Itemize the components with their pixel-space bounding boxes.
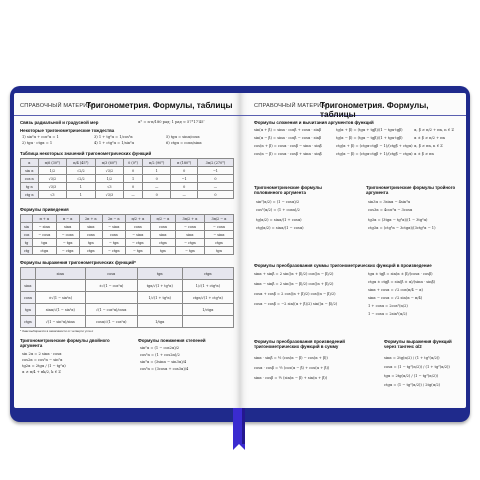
expr-table-cell: sinα <box>35 268 85 280</box>
expr-table-row <box>21 316 234 328</box>
half-title: Тригонометрические формулы половинного аргумента <box>254 185 322 195</box>
reduction-table-cell: − ctgα <box>175 239 204 247</box>
expr-table-cell: sinα <box>21 280 36 292</box>
header-reference-label: СПРАВОЧНЫЙ МАТЕРИАЛ <box>254 103 330 109</box>
values-table-row <box>21 159 234 167</box>
values-table-cell: √3 <box>38 191 67 199</box>
sum-line-2: sinα − sinβ = 2 sin((α − β)/2) cos((α + β)/2) <box>254 282 334 286</box>
add-cond-4: α ± β ≠ πn <box>414 152 434 156</box>
triple-line-1: sin3α = 3sinα − 4sin³α <box>368 200 411 204</box>
values-table-cell: 0 <box>171 167 198 175</box>
tan-half-line-1: sinα = 2tg(α/2) / (1 + tg²(α/2)) <box>384 356 440 360</box>
right-page <box>240 93 466 408</box>
values-table-cell: π (180°) <box>171 159 198 167</box>
expr-table <box>20 267 234 328</box>
values-table-cell: 0 <box>197 191 233 199</box>
prod-line-2: cosα · cosβ = ½ (cos(α − β) + cos(α + β)) <box>254 366 330 370</box>
double-title: Тригонометрические формулы двойного аргумента <box>20 338 110 348</box>
expr-table-cell <box>137 304 182 316</box>
expr-title: Формулы выражения тригонометрических функций* <box>20 260 136 265</box>
expr-table-cell: cosα <box>85 268 137 280</box>
reduction-table-cell: cosα <box>125 223 150 231</box>
half-line-2: cos²(α/2) = (1 + cosα)/2 <box>256 208 300 212</box>
footnote: * Знак выбирается в зависимости от четверти угла α <box>20 329 94 333</box>
header-reference-label: СПРАВОЧНЫЙ МАТЕРИАЛ <box>20 103 96 109</box>
values-table-cell: −1 <box>197 167 233 175</box>
values-table-cell: 1 <box>67 191 96 199</box>
reduction-table-cell: π + α <box>33 215 56 223</box>
reduction-table-cell: − ctgα <box>102 247 125 255</box>
values-table-cell: — <box>171 191 198 199</box>
sum-line-3: cosα + cosβ = 2 cos((α + β)/2) cos((α − β)/2) <box>254 292 336 296</box>
values-table-cell: sin α <box>21 167 39 175</box>
values-table-cell: π/6 (30°) <box>38 159 67 167</box>
reduction-table-cell: 3π/2 + α <box>175 215 204 223</box>
expr-table-cell: tgα <box>137 268 182 280</box>
expr-table-cell <box>85 292 137 304</box>
values-table-cell: cos α <box>21 175 39 183</box>
reduction-table-cell: − cosα <box>175 223 204 231</box>
expr-table-cell: tgα/√(1 + tg²α) <box>137 280 182 292</box>
triple-title: Тригонометрические формулы тройного аргумента <box>366 185 456 195</box>
reduction-table-row <box>21 215 234 223</box>
reduction-table-cell: tgα <box>33 239 56 247</box>
prod-line-3: sinα · cosβ = ½ (sin(α − β) + sin(α + β)) <box>254 376 328 380</box>
values-table-cell: √3 <box>95 183 124 191</box>
expr-table-cell: cosα <box>21 292 36 304</box>
add-line-2: sin(α − β) = sinα · cosβ − cosα · sinβ <box>254 136 322 140</box>
reduction-table-cell: sinα <box>150 231 175 239</box>
values-table-cell: π/4 (45°) <box>67 159 96 167</box>
values-table-cell: 1/2 <box>95 175 124 183</box>
reduction-table-row <box>21 239 234 247</box>
values-table-cell: √2/2 <box>67 175 96 183</box>
add-line-1: sin(α + β) = sinα · cosβ + cosα · sinβ <box>254 128 322 132</box>
prod-title: Формулы преобразования произведений тригонометрических функций в сумму <box>254 339 345 349</box>
reduction-table-cell: 2π − α <box>102 215 125 223</box>
reduction-table-cell: ctg <box>21 247 33 255</box>
reduction-table-cell: − tgα <box>56 239 79 247</box>
triple-line-2: cos3α = 4cos³α − 3cosα <box>368 208 413 212</box>
values-table-cell: 1 <box>124 175 143 183</box>
expr-table-cell: 1/√(1 + ctg²α) <box>182 280 233 292</box>
reduction-table-cell: ctgα <box>79 247 102 255</box>
reduction-table-cell: 2π + α <box>79 215 102 223</box>
reduction-table-cell: sinα <box>56 223 79 231</box>
double-line-2: cos2α = cos²α − sin²α <box>22 358 63 362</box>
values-table-cell: 0 <box>124 167 143 175</box>
reduction-table-cell: cosα <box>79 231 102 239</box>
half-line-1: sin²(α/2) = (1 − cosα)/2 <box>256 200 300 204</box>
values-table-cell: 0 <box>197 175 233 183</box>
identity-1: 1) sin²α + cos²α = 1 <box>22 135 59 139</box>
identities-title: Некоторые тригонометрические тождества <box>20 128 115 133</box>
reduction-table-cell: tgα <box>79 239 102 247</box>
values-table-title: Таблица некоторых значений тригонометрических функций <box>20 151 152 156</box>
add-cond-3: α, β ≠ πn, n ∈ Z <box>414 144 443 148</box>
half-line-3: tg(α/2) = sinα/(1 + cosα) <box>256 218 302 222</box>
reduction-table-cell: ctgα <box>150 239 175 247</box>
values-table-row <box>21 175 234 183</box>
header-title: Тригонометрия. Формулы, таблицы <box>86 101 233 110</box>
expr-table-cell: ctgα <box>21 316 36 328</box>
tan-half-line-2: cosα = (1 − tg²(α/2)) / (1 + tg²(α/2)) <box>384 365 450 369</box>
reduction-table-cell <box>21 215 33 223</box>
reduction-table-cell: − ctgα <box>125 239 150 247</box>
reduction-table-cell: tgα <box>204 247 233 255</box>
radian-title: Связь радиальной и градусной мер <box>20 120 99 125</box>
expr-table-cell: ctgα/√(1 + ctg²α) <box>182 292 233 304</box>
reduction-table-cell: − tgα <box>125 247 150 255</box>
power-line-4: cos³α = (3cosα + cos3α)/4 <box>140 367 189 371</box>
expr-table-row <box>21 268 234 280</box>
expr-table-cell: 1/ctgα <box>182 304 233 316</box>
add-tg-2: tg(α − β) = (tgα − tgβ)/(1 + tgα·tgβ) <box>336 136 403 140</box>
reduction-table-cell: − sinα <box>33 223 56 231</box>
half-line-4: ctg(α/2) = sinα/(1 − cosα) <box>256 226 304 230</box>
reduction-table-row <box>21 231 234 239</box>
double-line-3: tg2α = 2tgα / (1 − tg²α) <box>22 364 66 368</box>
power-line-2: cos²α = (1 + cos2α)/2 <box>140 353 180 357</box>
values-table-cell: 3π/2 (270°) <box>197 159 233 167</box>
values-table-cell: 1 <box>142 167 171 175</box>
expr-table-cell: tgα <box>21 304 36 316</box>
reduction-table-cell: − tgα <box>175 247 204 255</box>
values-table-cell: — <box>124 191 143 199</box>
add-cond-2: α ± β ≠ π/2 + πn <box>414 136 445 140</box>
values-table-cell: √3/2 <box>38 175 67 183</box>
triple-line-3: tg3α = (3tgα − tg³α)/(1 − 3tg²α) <box>368 218 428 222</box>
values-table-row <box>21 167 234 175</box>
values-table-cell: ctg α <box>21 191 39 199</box>
reduction-table-row <box>21 247 234 255</box>
power-line-3: sin³α = (3sinα − sin3α)/4 <box>140 360 187 364</box>
expr-table-cell: ±√(1 − sin²α) <box>35 292 85 304</box>
values-table-row <box>21 183 234 191</box>
expr-table-cell: 1/tgα <box>137 316 182 328</box>
tan-half-title: Формулы выражения функций через тангенс α/2 <box>384 339 452 349</box>
expr-table-row <box>21 304 234 316</box>
values-table-cell: — <box>142 183 171 191</box>
left-page-header <box>14 101 240 116</box>
reduction-table-cell: π/2 − α <box>150 215 175 223</box>
triple-line-4: ctg3α = (ctg³α − 3ctgα)/(3ctg²α − 1) <box>368 226 436 230</box>
values-table-cell: √3/3 <box>38 183 67 191</box>
add-ctg-2: ctg(α − β) = (ctgα·ctgβ + 1)/(ctgβ − ctgα) <box>336 152 413 156</box>
left-page <box>14 93 240 408</box>
reduction-table-cell: π/2 + α <box>125 215 150 223</box>
addition-title: Формулы сложения и вычитания аргументов функций <box>254 120 374 125</box>
add-cond-1: α, β ≠ π/2 + πn, n ∈ Z <box>414 128 454 132</box>
reduction-table-cell: 3π/2 − α <box>204 215 233 223</box>
expr-table-cell: cosα/√(1 − cos²α) <box>85 316 137 328</box>
double-line-4: α ≠ π/4 + πk/2, k ∈ Z <box>22 370 61 374</box>
sum-title: Формулы преобразования суммы тригонометрических функций в произведение <box>254 263 432 268</box>
values-table-cell: 0 <box>142 191 171 199</box>
add-line-3: cos(α + β) = cosα · cosβ − sinα · sinβ <box>254 144 322 148</box>
reduction-table-cell: sinα <box>175 231 204 239</box>
values-table-row <box>21 191 234 199</box>
expr-table-cell: sinα/√(1 − sin²α) <box>35 304 85 316</box>
reduction-table-cell: cos <box>21 231 33 239</box>
reduction-table-cell: tgα <box>150 247 175 255</box>
power-title: Формулы понижения степеней <box>138 338 206 343</box>
reduction-table-cell: sinα <box>79 223 102 231</box>
expr-table-cell <box>182 316 233 328</box>
values-table-cell: −1 <box>171 175 198 183</box>
sum-ctg-line: ctgα ± ctgβ = sin(β ± α)/(sinα · sinβ) <box>368 280 436 284</box>
reduction-table-cell: − cosα <box>204 223 233 231</box>
values-table-cell: √3/3 <box>95 191 124 199</box>
reduction-table-cell: − sinα <box>102 223 125 231</box>
reduction-table-cell: cosα <box>102 231 125 239</box>
expr-table-cell <box>21 268 36 280</box>
tan-half-line-4: ctgα = (1 − tg²(α/2)) / 2tg(α/2) <box>384 383 441 387</box>
reduction-table-row <box>21 223 234 231</box>
expr-table-row <box>21 280 234 292</box>
reduction-table-cell: − cosα <box>56 231 79 239</box>
expr-table-cell: ctgα <box>182 268 233 280</box>
expr-table-row <box>21 292 234 304</box>
sum-tg-line: tgα ± tgβ = sin(α ± β)/(cosα · cosβ) <box>368 272 433 276</box>
values-table-cell: √3/2 <box>95 167 124 175</box>
double-line-1: sin 2α = 2 sinα · cosα <box>22 352 62 356</box>
identity-3: 3) 1 + tg²α = 1/cos²α <box>94 135 133 139</box>
identity-6: 6) ctgα = cosα/sinα <box>166 141 202 145</box>
values-table <box>20 158 234 199</box>
header-title: Тригонометрия. Формулы, таблицы <box>320 101 429 119</box>
add-tg-1: tg(α + β) = (tgα + tgβ)/(1 − tgα·tgβ) <box>336 128 403 132</box>
expr-table-cell <box>35 280 85 292</box>
values-table-cell: π/3 (60°) <box>95 159 124 167</box>
values-table-cell: 1 <box>67 183 96 191</box>
values-table-cell: 0 <box>142 175 171 183</box>
radian-formula: α° = α·π/180 рад; 1 рад ≈ 57°17′45″ <box>138 120 205 124</box>
reduction-table-cell: tg <box>21 239 33 247</box>
values-table-cell: tg α <box>21 183 39 191</box>
reduction-table <box>20 214 234 255</box>
values-table-cell: 1/2 <box>38 167 67 175</box>
values-table-cell: 0 <box>124 183 143 191</box>
reduction-title: Формулы приведения <box>20 207 69 212</box>
power-line-1: sin²α = (1 − cos2α)/2 <box>140 346 180 350</box>
sum-sincos-minus: sinα − cosα = √2 sin(α − π/4) <box>368 296 423 300</box>
reduction-table-cell: − ctgα <box>56 247 79 255</box>
values-table-cell: 0 (0°) <box>124 159 143 167</box>
tan-half-line-3: tgα = 2tg(α/2) / (1 − tg²(α/2)) <box>384 374 439 378</box>
reduction-table-cell: − cosα <box>33 231 56 239</box>
values-table-cell: α <box>21 159 39 167</box>
values-table-cell: — <box>197 183 233 191</box>
reduction-table-cell: − tgα <box>102 239 125 247</box>
values-table-cell: π/2 (90°) <box>142 159 171 167</box>
reduction-table-cell: ctgα <box>33 247 56 255</box>
expr-table-cell: √(1 − sin²α)/sinα <box>35 316 85 328</box>
identity-5: 5) tgα = sinα/cosα <box>166 135 200 139</box>
sum-line-4: cosα − cosβ = −2 sin((α + β)/2) sin((α − β)/2) <box>254 302 338 306</box>
reduction-table-cell: π − α <box>56 215 79 223</box>
right-page-header <box>240 101 466 119</box>
values-table-cell: 0 <box>171 183 198 191</box>
identity-2: 2) tgα · ctgα = 1 <box>22 141 53 145</box>
sum-one-plus-cos: 1 + cosα = 2cos²(α/2) <box>368 304 408 308</box>
identity-4: 4) 1 + ctg²α = 1/sin²α <box>94 141 135 145</box>
sum-line-1: sinα + sinβ = 2 sin((α + β)/2) cos((α − β)/2) <box>254 272 334 276</box>
values-table-cell: √2/2 <box>67 167 96 175</box>
reduction-table-cell: − sinα <box>204 231 233 239</box>
expr-table-cell: ±√(1 − cos²α) <box>85 280 137 292</box>
reduction-table-cell: sin <box>21 223 33 231</box>
expr-table-cell: 1/√(1 + tg²α) <box>137 292 182 304</box>
reduction-table-cell: cosα <box>150 223 175 231</box>
expr-table-cell: √(1 − cos²α)/cosα <box>85 304 137 316</box>
reduction-table-cell: ctgα <box>204 239 233 247</box>
add-ctg-1: ctg(α + β) = (ctgα·ctgβ − 1)/(ctgβ + ctgα) <box>336 144 413 148</box>
sum-sincos-plus: sinα + cosα = √2 cos(π/4 − α) <box>368 288 423 292</box>
sum-one-minus-cos: 1 − cosα = 2sin²(α/2) <box>368 312 408 316</box>
add-line-4: cos(α − β) = cosα · cosβ + sinα · sinβ <box>254 152 322 156</box>
reduction-table-cell: − sinα <box>125 231 150 239</box>
prod-line-1: sinα · sinβ = ½ (cos(α − β) − cos(α + β)) <box>254 356 328 360</box>
